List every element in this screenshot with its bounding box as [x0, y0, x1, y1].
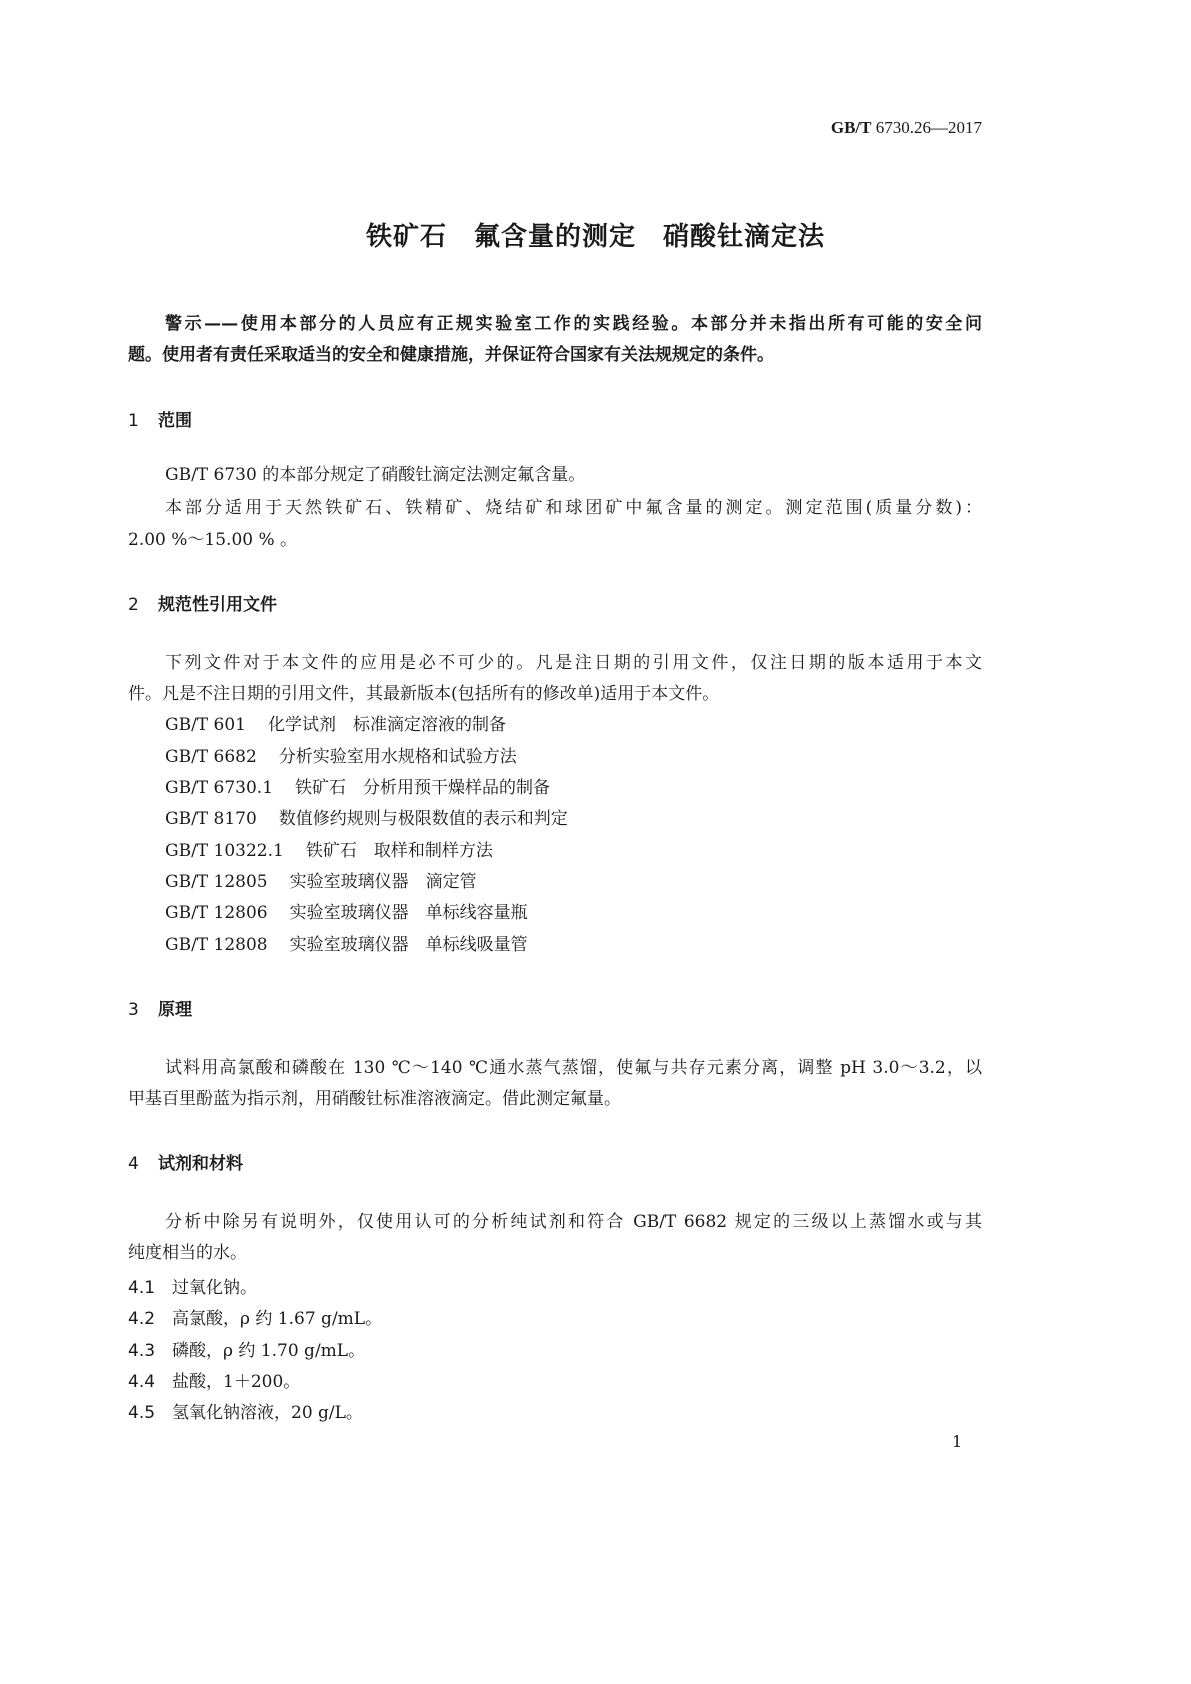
section-2-para-1b: 件。凡是不注日期的引用文件，其最新版本(包括所有的修改单)适用于本文件。: [128, 684, 720, 704]
reference-title: 实验室玻璃仪器 单标线容量瓶: [289, 903, 528, 923]
section-1-para-1: GB/T 6730 的本部分规定了硝酸钍滴定法测定氟含量。: [165, 465, 586, 485]
section-title: 原理: [158, 1000, 192, 1020]
reference-item: [165, 871, 477, 893]
reference-item: [165, 902, 528, 924]
reference-code: GB/T 12805: [165, 872, 268, 892]
reagent-item: [128, 1273, 257, 1298]
reference-code: GB/T 8170: [165, 809, 257, 829]
section-number: 4: [128, 1154, 139, 1174]
reference-item: [165, 777, 550, 799]
reference-title: 铁矿石 分析用预干燥样品的制备: [295, 778, 551, 798]
reference-item: [165, 934, 528, 956]
section-4-heading: [128, 1149, 243, 1174]
reference-item: [165, 808, 568, 830]
item-number: 4.4: [128, 1372, 156, 1392]
reference-code: GB/T 6682: [165, 747, 257, 767]
item-text: 过氧化钠。: [172, 1278, 257, 1298]
section-2-heading: [128, 590, 277, 615]
item-number: 4.2: [128, 1309, 156, 1329]
reagent-item: [128, 1367, 300, 1392]
reference-title: 实验室玻璃仪器 单标线吸量管: [289, 935, 528, 955]
section-title: 范围: [158, 411, 192, 431]
reference-item: [165, 714, 506, 736]
item-text: 氢氧化钠溶液，20 g/L。: [172, 1403, 363, 1423]
section-title: 试剂和材料: [158, 1154, 243, 1174]
item-number: 4.5: [128, 1403, 156, 1423]
reference-code: GB/T 10322.1: [165, 841, 284, 861]
reference-title: 分析实验室用水规格和试验方法: [278, 747, 517, 767]
standard-number: 6730.26—2017: [875, 118, 982, 137]
section-3-para-1a: 试料用高氯酸和磷酸在 130 ℃～140 ℃通水蒸气蒸馏，使氟与共存元素分离，调整 pH 3.0～3.2，以: [165, 1058, 982, 1078]
warning-line-1: 警示——使用本部分的人员应有正规实验室工作的实践经验。本部分并未指出所有可能的安全问: [165, 314, 982, 334]
page-number: 1: [952, 1432, 963, 1451]
reagent-item: [128, 1398, 363, 1423]
section-4-para-1b: 纯度相当的水。: [128, 1243, 247, 1263]
item-number: 4.1: [128, 1278, 156, 1298]
warning-line-2: 题。使用者有责任采取适当的安全和健康措施，并保证符合国家有关法规规定的条件。: [128, 345, 774, 365]
reference-code: GB/T 601: [165, 715, 246, 735]
standard-header: [831, 118, 982, 138]
standard-prefix: GB/T: [830, 118, 872, 137]
reference-title: 化学试剂 标准滴定溶液的制备: [268, 715, 506, 735]
item-text: 高氯酸，ρ 约 1.67 g/mL。: [172, 1309, 383, 1329]
reagent-item: [128, 1336, 365, 1361]
reference-code: GB/T 12808: [165, 935, 268, 955]
item-text: 磷酸，ρ 约 1.70 g/mL。: [172, 1341, 366, 1361]
item-number: 4.3: [128, 1341, 156, 1361]
section-1-heading: [128, 406, 192, 431]
item-text: 盐酸，1＋200。: [172, 1372, 301, 1392]
reference-item: [165, 746, 517, 768]
page-title: 铁矿石 氟含量的测定 硝酸钍滴定法: [365, 222, 825, 252]
reference-title: 铁矿石 取样和制样方法: [305, 841, 493, 861]
section-title: 规范性引用文件: [158, 595, 277, 615]
section-number: 1: [128, 411, 139, 431]
reference-title: 实验室玻璃仪器 滴定管: [289, 872, 477, 892]
section-3-heading: [128, 995, 192, 1020]
reference-title: 数值修约规则与极限数值的表示和判定: [278, 809, 568, 829]
section-number: 3: [128, 1000, 139, 1020]
reference-code: GB/T 12806: [165, 903, 268, 923]
reference-item: [165, 840, 493, 862]
section-1-para-2b: 2.00 %～15.00 % 。: [128, 530, 298, 550]
section-number: 2: [128, 595, 139, 615]
section-2-para-1a: 下列文件对于本文件的应用是必不可少的。凡是注日期的引用文件，仅注日期的版本适用于本文: [165, 653, 982, 673]
reagent-item: [128, 1304, 382, 1329]
section-1-para-2a: 本部分适用于天然铁矿石、铁精矿、烧结矿和球团矿中氟含量的测定。测定范围(质量分数)：: [165, 498, 982, 518]
section-3-para-1b: 甲基百里酚蓝为指示剂，用硝酸钍标准溶液滴定。借此测定氟量。: [128, 1089, 621, 1109]
section-4-para-1a: 分析中除另有说明外，仅使用认可的分析纯试剂和符合 GB/T 6682 规定的三级以上蒸馏水或与其: [165, 1212, 982, 1232]
reference-code: GB/T 6730.1: [165, 778, 274, 798]
